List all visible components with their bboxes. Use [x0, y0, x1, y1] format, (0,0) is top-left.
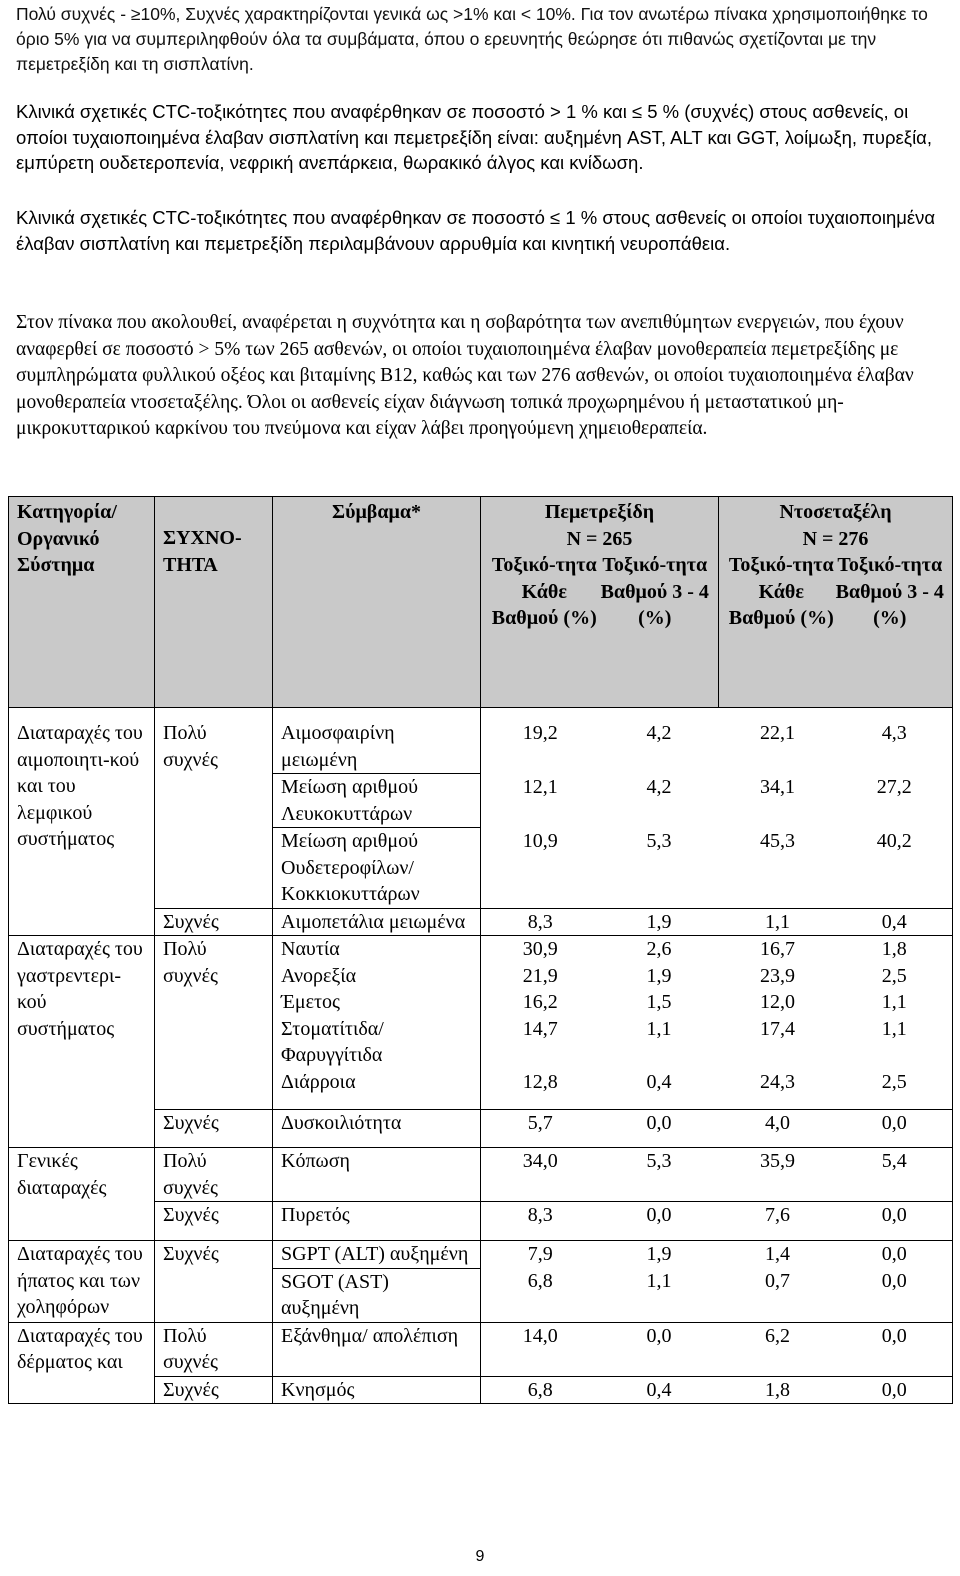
table-row — [9, 1322, 953, 1376]
pem-all-value: 14,0 — [481, 1322, 600, 1376]
doc-34-value: 0,0 — [837, 1202, 953, 1241]
group-skin: Διαταραχές του δέρματος και — [9, 1322, 155, 1404]
table-row — [9, 1148, 953, 1202]
group-general: Γενικές διαταραχές — [9, 1148, 155, 1241]
pem-all-value: 34,0 — [481, 1148, 600, 1202]
doc-34-value: 0,0 — [837, 1109, 953, 1148]
doc-34-value: 5,4 — [837, 1148, 953, 1202]
pem-34-value: 5,3 — [646, 829, 672, 852]
pem-34-value: 1,9 — [646, 964, 672, 987]
event-name: Διάρροια — [273, 1069, 481, 1110]
doc-34-value: 0,0 — [837, 1322, 953, 1376]
pem-all-value: 30,9 — [522, 938, 558, 960]
pem-34-value: 4,2 — [646, 722, 672, 744]
doc-all-value: 1,8 — [719, 1376, 837, 1404]
pem-34-value: 1,5 — [646, 991, 672, 1013]
pem-34-value: 0,0 — [600, 1322, 719, 1376]
freq-common: Συχνές — [155, 1376, 273, 1404]
pem-34-value: 1,9 — [600, 1241, 719, 1269]
header-docetaxel — [719, 497, 953, 708]
pem-all-value: 19,2 — [522, 722, 558, 744]
pem-34-value: 4,2 — [646, 775, 672, 798]
pem-all-value: 10,9 — [522, 829, 558, 852]
event-name: Αιμοσφαιρίνη μειωμένη — [273, 720, 481, 774]
pem-34-value: 5,3 — [600, 1148, 719, 1202]
pem-all-value: 6,8 — [481, 1268, 600, 1322]
event-name: Κόπωση — [273, 1148, 481, 1202]
page-number: 9 — [475, 1548, 485, 1565]
pem-all-value: 5,7 — [481, 1109, 600, 1148]
doc-34-value: 0,0 — [837, 1268, 953, 1322]
adverse-events-table — [8, 496, 953, 1404]
doc-all-value: 35,9 — [719, 1148, 837, 1202]
pem-34-value: 0,4 — [600, 1376, 719, 1404]
doc-all-value: 0,7 — [719, 1268, 837, 1322]
table-row — [9, 1109, 953, 1148]
freq-very-common: Πολύ συχνές — [155, 936, 273, 1110]
doc-34-value: 1,1 — [837, 989, 953, 1016]
event-name: Μείωση αριθμού Λευκοκυττάρων — [273, 774, 481, 828]
event-name: Αιμοπετάλια μειωμένα — [273, 908, 481, 936]
doc-34-value: 2,5 — [837, 963, 953, 990]
doc-34-value: 4,3 — [837, 720, 953, 774]
docetaxel-title: Ντοσεταξέλη — [779, 501, 892, 523]
pem-34-value: 1,1 — [646, 1017, 672, 1040]
doc-all-value: 17,4 — [760, 1017, 795, 1040]
event-name: Πυρετός — [273, 1202, 481, 1241]
event-name: Μείωση αριθμού Ουδετεροφίλων/ Κοκκιοκυττάρων — [273, 828, 481, 909]
freq-common: Συχνές — [155, 1202, 273, 1241]
group-gi: Διαταραχές του γαστρεντερι-κού συστήματος — [9, 936, 155, 1110]
doc-34-value: 27,2 — [837, 774, 953, 828]
doc-sub-all-grades: Τοξικό-τητα Κάθε Βαθμού (%) — [728, 554, 834, 629]
frequency-note: Πολύ συχνές - ≥10%, Συχνές χαρακτηρίζονται γενικά ως >1% και < 10%. Για τον ανωτέρω πίνακα χρησιμοποιήθηκε το όριο 5% για να συμπεριληφθούν όλα τα συμβάματα, όπου ο ερευνητής θεώρησε ότι πιθανώς σχετίζονται με την πεμετρεξίδη και τη σισπλατίνη. — [16, 4, 928, 74]
pem-34-value: 0,0 — [600, 1109, 719, 1148]
doc-34-value: 1,8 — [837, 936, 953, 963]
paragraph-rare-toxicities: Κλινικά σχετικές CTC-τοξικότητες που αναφέρθηκαν σε ποσοστό ≤ 1 % στους ασθενείς οι οποίοι τυχαιοποιημένα έλαβαν σισπλατίνη και πεμετρεξίδη περιλαμβάνουν αρρυθμία και κινητική νευροπάθεια. — [16, 207, 936, 254]
pemetrexed-title: Πεμετρεξίδη — [544, 501, 655, 523]
doc-all-value: 7,6 — [719, 1202, 837, 1241]
pem-34-value: 2,6 — [646, 938, 672, 960]
doc-34-value: 0,4 — [837, 908, 953, 936]
freq-very-common: Πολύ συχνές — [155, 720, 273, 908]
table-row — [9, 936, 953, 963]
doc-all-value: 22,1 — [760, 722, 795, 744]
doc-34-value: 1,1 — [837, 1016, 953, 1069]
pem-all-value: 12,8 — [481, 1069, 600, 1110]
group-blood: Διαταραχές του αιμοποιητι-κού και του λεμφικού συστήματος — [9, 720, 155, 936]
group-liver: Διαταραχές του ήπατος και των χοληφόρων — [9, 1241, 155, 1323]
pem-all-value: 6,8 — [481, 1376, 600, 1404]
pem-34-value: 0,0 — [600, 1202, 719, 1241]
pem-all-value: 12,1 — [522, 775, 558, 798]
pem-34-value: 1,9 — [600, 908, 719, 936]
doc-all-value: 16,7 — [760, 938, 795, 960]
table-row — [9, 1241, 953, 1269]
pem-34-value: 0,4 — [600, 1069, 719, 1110]
doc-all-value: 1,4 — [719, 1241, 837, 1269]
event-name: SGPT (ALT) αυξημένη — [273, 1241, 481, 1269]
event-name: Έμετος — [273, 989, 481, 1016]
doc-all-value: 1,1 — [719, 908, 837, 936]
paragraph-table-intro: Στον πίνακα που ακολουθεί, αναφέρεται η συχνότητα και η σοβαρότητα των ανεπιθύμητων ενεργειών, που έχουν αναφερθεί σε ποσοστό > 5% των 265 ασθενών, οι οποίοι τυχαιοποιημένα έλαβαν μονοθεραπεία πεμετρεξίδης με συμπληρώματα φυλλικού οξέος και βιταμίνης B12, καθώς και των 276 ασθενών, οι οποίοι τυχαιοποιημένα έλαβαν μονοθεραπεία ντοσεταξέλης. Όλοι οι ασθενείς είχαν διάγνωση τοπικά προχωρημένου ή μεταστατικού μη-μικροκυτταρικού καρκίνου του πνεύμονα και είχαν λάβει προηγούμενη χημειοθεραπεία. — [16, 312, 914, 440]
event-name: Στοματίτιδα/ Φαρυγγίτιδα — [273, 1016, 481, 1069]
doc-34-value: 0,0 — [837, 1376, 953, 1404]
pem-all-value: 7,9 — [481, 1241, 600, 1269]
event-name: Κνησμός — [273, 1376, 481, 1404]
doc-all-value: 45,3 — [760, 829, 795, 852]
freq-very-common: Πολύ συχνές — [155, 1322, 273, 1376]
header-category: Κατηγορία/ Οργανικό Σύστημα — [9, 497, 155, 708]
event-name: Ανορεξία — [273, 963, 481, 990]
pem-all-value: 16,2 — [522, 991, 558, 1013]
doc-all-value: 23,9 — [760, 964, 795, 987]
doc-all-value: 6,2 — [719, 1322, 837, 1376]
freq-very-common: Πολύ συχνές — [155, 1148, 273, 1202]
pem-all-value: 14,7 — [522, 1017, 558, 1040]
doc-all-value: 24,3 — [719, 1069, 837, 1110]
header-pemetrexed — [481, 497, 719, 708]
freq-common: Συχνές — [155, 1241, 273, 1323]
pem-all-value: 8,3 — [481, 908, 600, 936]
event-name: Ναυτία — [273, 936, 481, 963]
freq-common: Συχνές — [155, 1109, 273, 1148]
doc-34-value: 40,2 — [837, 828, 953, 909]
event-name: SGOT (AST) αυξημένη — [273, 1268, 481, 1322]
table-header-row — [9, 497, 953, 708]
event-name: Δυσκοιλιότητα — [273, 1109, 481, 1148]
doc-all-value: 34,1 — [760, 775, 795, 798]
pem-all-value: 8,3 — [481, 1202, 600, 1241]
pem-all-value: 21,9 — [522, 964, 558, 987]
pemetrexed-n: N = 265 — [566, 527, 633, 550]
header-frequency: ΣΥΧΝΟ-ΤΗΤΑ — [155, 497, 273, 708]
freq-common: Συχνές — [155, 908, 273, 936]
pem-sub-grade-3-4: Τοξικό-τητα Βαθμού 3 - 4 (%) — [600, 554, 709, 629]
group-gi-continued — [9, 1109, 155, 1148]
paragraph-common-toxicities: Κλινικά σχετικές CTC-τοξικότητες που αναφέρθηκαν σε ποσοστό > 1 % και ≤ 5 % (συχνές) στους ασθενείς, οι οποίοι τυχαιοποιημένα έλαβαν σισπλατίνη και πεμετρεξίδη είναι: αυξημένη AST, ALT και GGT, λοίμωξη, πυρεξία, εμπύρετη ουδετεροπενία, νεφρική ανεπάρκεια, θωρακικό άλγος και κνίδωση. — [16, 101, 933, 173]
doc-sub-grade-3-4: Τοξικό-τητα Βαθμού 3 - 4 (%) — [835, 554, 944, 629]
docetaxel-n: N = 276 — [802, 527, 869, 550]
header-event: Σύμβαμα* — [273, 497, 481, 708]
event-name: Εξάνθημα/ απολέπιση — [273, 1322, 481, 1376]
doc-34-value: 2,5 — [837, 1069, 953, 1110]
doc-34-value: 0,0 — [837, 1241, 953, 1269]
doc-all-value: 12,0 — [760, 991, 795, 1013]
doc-all-value: 4,0 — [719, 1109, 837, 1148]
table-row — [9, 720, 953, 774]
pem-34-value: 1,1 — [600, 1268, 719, 1322]
pem-sub-all-grades: Τοξικό-τητα Κάθε Βαθμού (%) — [491, 554, 597, 629]
table-gap-row — [9, 708, 953, 721]
